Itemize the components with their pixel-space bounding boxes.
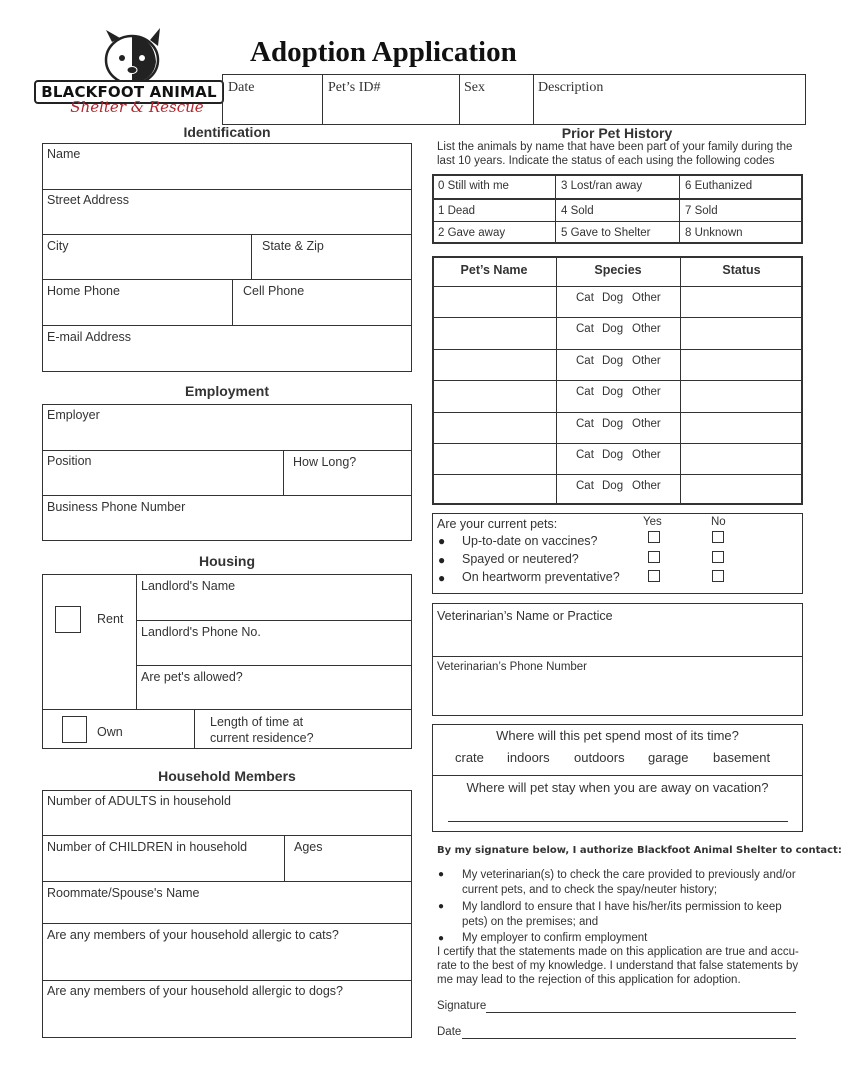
divider (42, 325, 412, 326)
identification-heading: Identification (183, 124, 271, 140)
pet-status-cell[interactable] (681, 287, 802, 316)
date-label: Date (437, 1026, 462, 1038)
status-code: 8 Unknown (685, 227, 743, 239)
col-status: Status (722, 263, 761, 277)
species-option-cat[interactable]: Cat (576, 417, 594, 430)
divider (42, 835, 412, 836)
species-option-cat[interactable]: Cat (576, 449, 594, 461)
auth-employer: My employer to confirm employment (462, 932, 648, 944)
species-option-other[interactable]: Other (632, 480, 661, 493)
pet-status-cell[interactable] (681, 350, 802, 379)
divider (42, 279, 412, 280)
species-option-dog[interactable]: Dog (602, 354, 624, 367)
divider (459, 74, 460, 125)
authorization-heading: By my signature below, I authorize Blackfoot Animal Shelter to contact: (437, 845, 842, 856)
auth-landlord-line2: pets) on the premises; and (462, 916, 599, 928)
landlord-name-field[interactable]: Landlord's Name (141, 579, 236, 593)
auth-landlord: My landlord to ensure that I have his/her/its permission to keep (462, 901, 782, 913)
heartworm-question: On heartworm preventative? (462, 570, 620, 584)
certify-text-line3: me may lead to the rejection of this application for adoption. (437, 974, 741, 986)
divider (432, 775, 803, 776)
name-field[interactable]: Name (47, 147, 81, 161)
bullet-icon: ● (438, 933, 445, 944)
divider (42, 450, 412, 451)
vaccines-no-checkbox[interactable] (712, 531, 724, 543)
divider (42, 709, 412, 710)
divider (533, 74, 534, 125)
how-long-field[interactable]: How Long? (293, 455, 357, 469)
species-option-cat[interactable]: Cat (576, 354, 594, 367)
date-field[interactable]: Date (228, 80, 255, 95)
housing-heading: Housing (199, 553, 255, 569)
status-code: 5 Gave to Shelter (561, 227, 651, 239)
species-option-other[interactable]: Other (632, 354, 661, 367)
children-field[interactable]: Number of CHILDREN in household (47, 840, 248, 854)
species-option-dog[interactable]: Dog (602, 323, 624, 336)
divider (679, 174, 680, 244)
pet-name-cell[interactable] (433, 413, 555, 442)
certify-text: I certify that the statements made on this application are true and accu- (437, 946, 799, 958)
pet-name-cell[interactable] (433, 475, 555, 504)
logo (34, 28, 224, 118)
roommate-field[interactable]: Roommate/Spouse's Name (47, 886, 200, 900)
employer-field[interactable]: Employer (47, 408, 100, 422)
home-phone-field[interactable]: Home Phone (47, 284, 120, 298)
position-field[interactable]: Position (47, 454, 92, 468)
bullet-icon: ● (438, 869, 445, 880)
auth-vet-line2: current pets, and to check the spay/neuter history; (462, 884, 718, 896)
divider (42, 980, 412, 981)
divider (136, 574, 137, 709)
species-option-dog[interactable]: Dog (602, 292, 624, 304)
own-label: Own (97, 725, 123, 739)
divider (136, 665, 412, 666)
adults-field[interactable]: Number of ADULTS in household (47, 794, 231, 808)
species-option-other[interactable]: Other (632, 323, 661, 336)
species-option-other[interactable]: Other (632, 449, 661, 461)
signature-line[interactable] (486, 1012, 796, 1013)
vaccines-question: Up-to-date on vaccines? (462, 534, 598, 548)
description-field[interactable]: Description (538, 80, 604, 95)
status-code: 1 Dead (438, 205, 476, 217)
status-code: 2 Gave away (438, 227, 506, 239)
status-code: 6 Euthanized (685, 180, 753, 192)
divider (42, 234, 412, 235)
header-fields (222, 74, 806, 125)
divider (555, 174, 556, 244)
col-species: Species (594, 263, 642, 277)
rent-label: Rent (97, 612, 124, 626)
divider (432, 198, 803, 200)
heartworm-yes-checkbox[interactable] (648, 570, 660, 582)
divider (432, 656, 803, 657)
species-option-dog[interactable]: Dog (602, 480, 624, 493)
certify-text-line2: rate to the best of my knowledge. I understand that false statements by (437, 960, 799, 972)
prior-pet-intro: List the animals by name that have been part of your family during the (437, 141, 793, 153)
species-option-cat[interactable]: Cat (576, 323, 594, 336)
divider (284, 835, 285, 881)
pet-name-cell[interactable] (433, 350, 555, 379)
yes-label: Yes (643, 516, 662, 528)
landlord-phone-field[interactable]: Landlord's Phone No. (141, 625, 261, 639)
option-indoors[interactable]: indoors (507, 750, 550, 765)
species-option-dog[interactable]: Dog (602, 386, 624, 399)
species-option-cat[interactable]: Cat (576, 292, 594, 304)
divider (194, 709, 195, 749)
divider (432, 221, 803, 222)
page-title: Adoption Application (250, 36, 517, 68)
location-question: Where will this pet spend most of its time? (496, 728, 739, 743)
no-label: No (711, 516, 726, 528)
auth-vet: My veterinarian(s) to check the care provided to previously and/or (462, 869, 796, 881)
current-pets-question: Are your current pets: (437, 517, 558, 531)
species-option-other[interactable]: Other (632, 417, 661, 430)
option-crate[interactable]: crate (455, 750, 484, 765)
sex-field[interactable]: Sex (464, 80, 485, 95)
business-phone-field[interactable]: Business Phone Number (47, 500, 186, 514)
divider (232, 279, 233, 325)
option-garage[interactable]: garage (648, 750, 689, 765)
cell-phone-field[interactable]: Cell Phone (243, 284, 305, 298)
logo-name: BLACKFOOT ANIMAL (34, 80, 224, 104)
divider (42, 495, 412, 496)
street-address-field[interactable]: Street Address (47, 193, 129, 207)
pet-status-cell[interactable] (681, 318, 802, 347)
divider (42, 881, 412, 882)
rent-checkbox[interactable] (55, 606, 81, 633)
option-outdoors[interactable]: outdoors (574, 750, 625, 765)
state-zip-field[interactable]: State & Zip (262, 239, 324, 253)
status-code: 7 Sold (685, 205, 718, 217)
divider (251, 234, 252, 279)
divider (136, 620, 412, 621)
residence-length-field[interactable]: Length of time at (210, 715, 304, 729)
species-option-dog[interactable]: Dog (602, 449, 624, 461)
pet-status-cell[interactable] (681, 413, 802, 442)
status-code: 0 Still with me (438, 180, 509, 192)
divider (42, 189, 412, 190)
household-form (42, 790, 412, 1038)
prior-pet-heading: Prior Pet History (561, 125, 673, 141)
pets-allowed-field[interactable]: Are pet's allowed? (141, 670, 243, 684)
bullet-icon: ● (438, 901, 445, 912)
employment-heading: Employment (184, 383, 269, 399)
species-option-other[interactable]: Other (632, 386, 661, 399)
pet-name-cell[interactable] (433, 287, 555, 316)
city-field[interactable]: City (47, 239, 69, 253)
status-code: 3 Lost/ran away (561, 180, 643, 192)
email-field[interactable]: E-mail Address (47, 330, 132, 344)
species-option-cat[interactable]: Cat (576, 480, 594, 493)
ages-field[interactable]: Ages (294, 840, 323, 854)
vet-name-field[interactable]: Veterinarian’s Name or Practice (437, 609, 613, 623)
own-checkbox[interactable] (62, 716, 87, 743)
heartworm-no-checkbox[interactable] (712, 570, 724, 582)
divider (42, 923, 412, 924)
pet-status-cell[interactable] (681, 444, 802, 473)
vet-phone-field[interactable]: Veterinarian’s Phone Number (437, 661, 588, 673)
spayed-yes-checkbox[interactable] (648, 551, 660, 563)
col-pets-name: Pet’s Name (460, 263, 528, 277)
species-option-other[interactable]: Other (632, 292, 661, 304)
pet-name-cell[interactable] (433, 381, 555, 410)
species-option-dog[interactable]: Dog (602, 417, 624, 430)
allergic-cats-field[interactable]: Are any members of your household allergic to cats? (47, 928, 339, 942)
vacation-answer-line[interactable] (448, 821, 788, 822)
option-basement[interactable]: basement (713, 750, 771, 765)
allergic-dogs-field[interactable]: Are any members of your household allergic to dogs? (47, 984, 343, 998)
bullet-icon: ● (438, 571, 446, 585)
pet-status-cell[interactable] (681, 475, 802, 504)
employment-form (42, 404, 412, 541)
pet-name-cell[interactable] (433, 444, 555, 473)
spayed-no-checkbox[interactable] (712, 551, 724, 563)
vaccines-yes-checkbox[interactable] (648, 531, 660, 543)
household-heading: Household Members (158, 768, 296, 784)
pet-id-field[interactable]: Pet’s ID# (328, 80, 381, 95)
spayed-question: Spayed or neutered? (462, 552, 579, 566)
logo-tagline: Shelter & Rescue (70, 98, 204, 116)
status-code: 4 Sold (561, 205, 594, 217)
residence-length-field-line2: current residence? (210, 731, 314, 745)
bullet-icon: ● (438, 534, 446, 548)
divider (322, 74, 323, 125)
pet-name-cell[interactable] (433, 318, 555, 347)
divider (283, 450, 284, 495)
vacation-question: Where will pet stay when you are away on vacation? (466, 780, 769, 795)
species-option-cat[interactable]: Cat (576, 386, 594, 399)
bullet-icon: ● (438, 553, 446, 567)
pet-status-cell[interactable] (681, 381, 802, 410)
prior-pet-intro-line2: last 10 years. Indicate the status of each using the following codes (437, 155, 775, 167)
date-line[interactable] (462, 1038, 796, 1039)
signature-label: Signature (437, 1000, 487, 1012)
